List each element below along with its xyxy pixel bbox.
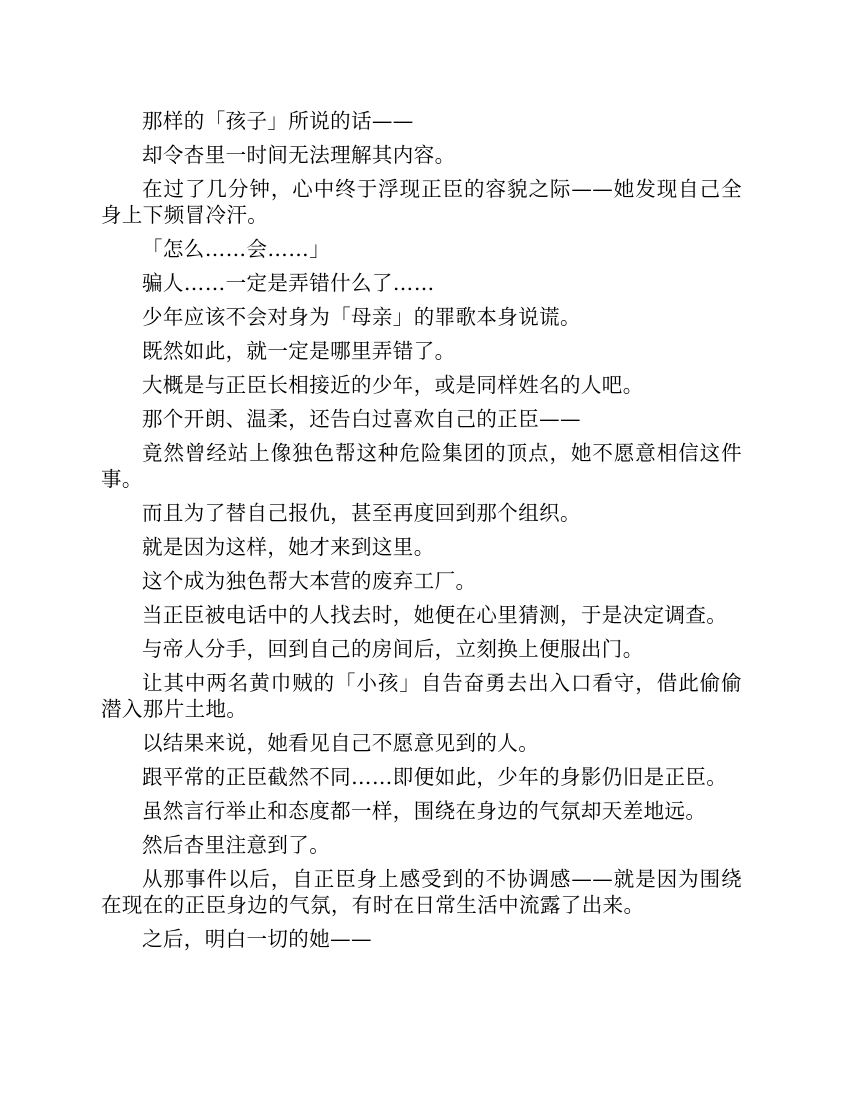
paragraph: 大概是与正臣长相接近的少年，或是同样姓名的人吧。 xyxy=(142,373,644,397)
paragraph: 这个成为独色帮大本营的废弃工厂。 xyxy=(142,569,477,593)
paragraph: 当正臣被电话中的人找去时，她便在心里猜测，于是决定调查。 xyxy=(142,603,728,627)
paragraph: 在过了几分钟，心中终于浮现正臣的容貌之际——她发现自己全身上下频冒冷汗。 xyxy=(101,177,742,227)
paragraph: 骗人……一定是弄错什么了…… xyxy=(142,271,435,295)
paragraph: 那样的「孩子」所说的话—— xyxy=(142,109,414,133)
paragraph: 而且为了替自己报仇，甚至再度回到那个组织。 xyxy=(142,501,581,525)
paragraph: 之后，明白一切的她—— xyxy=(142,927,372,951)
paragraph: 让其中两名黄巾贼的「小孩」自告奋勇去出入口看守，借此偷偷潜入那片土地。 xyxy=(101,671,742,721)
paragraph: 既然如此，就一定是哪里弄错了。 xyxy=(142,339,456,363)
paragraph: 「怎么……会……」 xyxy=(142,237,331,261)
paragraph: 却令杏里一时间无法理解其内容。 xyxy=(142,143,456,167)
paragraph: 以结果来说，她看见自己不愿意见到的人。 xyxy=(142,731,540,755)
document-page xyxy=(101,108,742,960)
paragraph: 跟平常的正臣截然不同……即便如此，少年的身影仍旧是正臣。 xyxy=(142,765,728,789)
paragraph: 就是因为这样，她才来到这里。 xyxy=(142,535,435,559)
paragraph: 从那事件以后，自正臣身上感受到的不协调感——就是因为围绕在现在的正臣身边的气氛，有时在日常生活中流露了出来。 xyxy=(101,867,742,917)
paragraph: 虽然言行举止和态度都一样，围绕在身边的气氛却天差地远。 xyxy=(142,799,707,823)
paragraph: 然后杏里注意到了。 xyxy=(142,833,331,857)
paragraph: 与帝人分手，回到自己的房间后，立刻换上便服出门。 xyxy=(142,637,644,661)
paragraph: 少年应该不会对身为「母亲」的罪歌本身说谎。 xyxy=(142,305,581,329)
paragraph: 那个开朗、温柔，还告白过喜欢自己的正臣—— xyxy=(142,407,581,431)
paragraph: 竟然曾经站上像独色帮这种危险集团的顶点，她不愿意相信这件事。 xyxy=(101,441,742,491)
